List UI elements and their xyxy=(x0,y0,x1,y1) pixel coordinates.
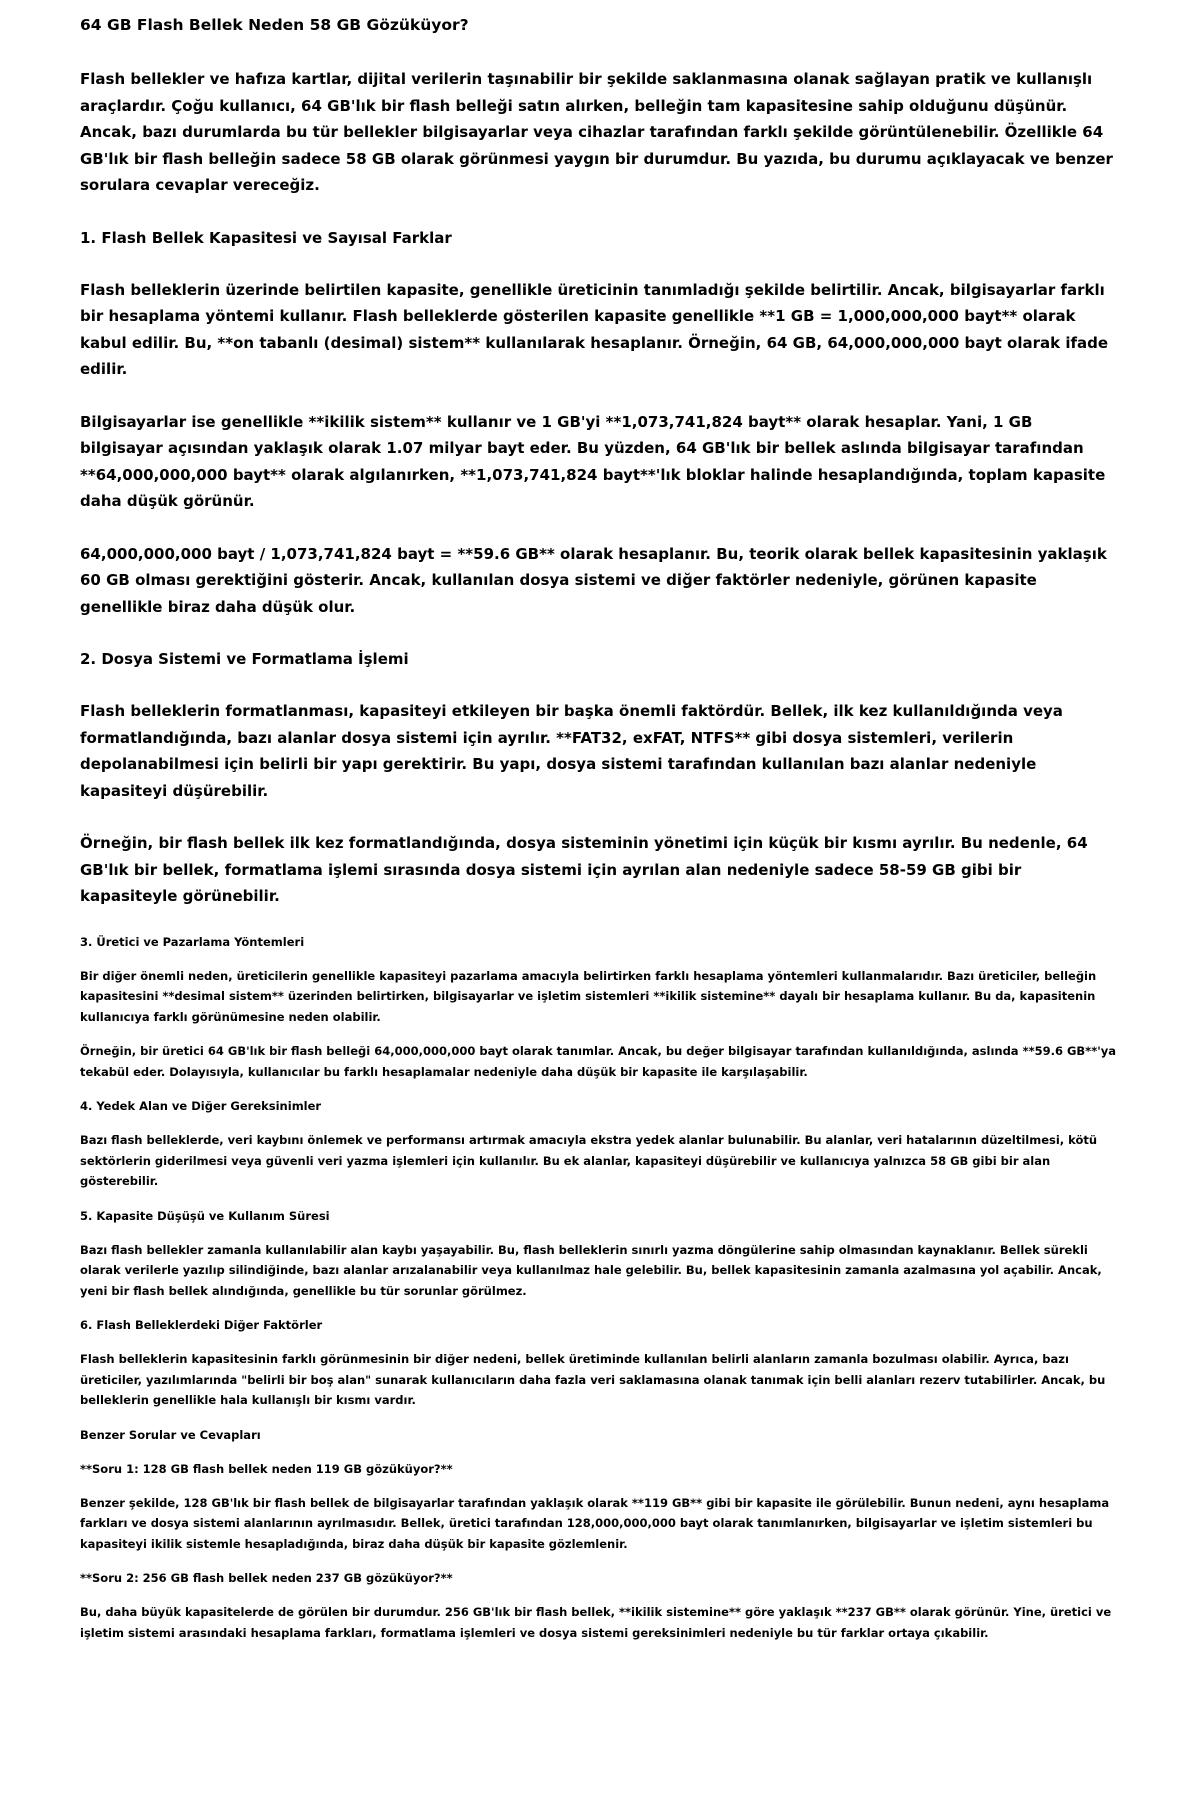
section-1-paragraph-1: Flash belleklerin üzerinde belirtilen kapasite, genellikle üreticinin tanımladığı şekilde belirtilir. Ancak, bilgisayarlar farklı bir hesaplama yöntemi kullanır. Flash belleklerde gösterilen kapasite genellikle **1 GB = 1,000,000,000 bayt** olarak kabul edilir. Bu, **on tabanlı (desimal) sistem** kullanılarak hesaplanır. Örneğin, 64 GB, 64,000,000,000 bayt olarak ifade edilir. xyxy=(80,280,1109,378)
section-3-heading: 3. Üretici ve Pazarlama Yöntemleri xyxy=(80,934,305,949)
faq-answer-1: Benzer şekilde, 128 GB'lık bir flash bellek de bilgisayarlar tarafından yaklaşık olarak **119 GB** gibi bir kapasite ile görülebilir. Bunun nedeni, aynı hesaplama farkları ve dosya sistemi alanlarının ayrılmasıdır. Bellek, üretici tarafından 128,000,000,000 bayt olarak tanımlanırken, bilgisayarlar ve işletim sistemleri bu kapasiteyi ikilik sistemle hesapladığında, biraz daha düşük bir kapasite gözlemlenir. xyxy=(80,1495,1110,1551)
section-5-paragraph-1: Bazı flash bellekler zamanla kullanılabilir alan kaybı yaşayabilir. Bu, flash belleklerin sınırlı yazma döngülerine sahip olmasından kaynaklanır. Bellek sürekli olarak verilerle yazılıp silindiğinde, bazı alanlar arızalanabilir veya kullanılmaz hale gelebilir. Bu, bellek kapasitesinin zamanla azalmasına yol açabilir. Ancak, yeni bir flash bellek alındığında, genellikle bu tür sorunlar görülmez. xyxy=(80,1242,1102,1298)
intro-paragraph: Flash bellekler ve hafıza kartlar, dijital verilerin taşınabilir bir şekilde saklanmasına olanak sağlayan pratik ve kullanışlı araçlardır. Çoğu kullanıcı, 64 GB'lık bir flash belleği satın alırken, belleğin tam kapasitesine sahip olduğunu düşünür. Ancak, bazı durumlarda bu tür bellekler bilgisayarlar veya cihazlar tarafından farklı şekilde görüntülenebilir. Özellikle 64 GB'lık bir flash belleğin sadece 58 GB olarak görünmesi yaygın bir durumdur. Bu yazıda, bu durumu açıklayacak ve benzer sorulara cevaplar vereceğiz. xyxy=(80,70,1113,194)
article-title: 64 GB Flash Bellek Neden 58 GB Gözüküyor? xyxy=(80,16,469,34)
section-3-paragraph-1: Bir diğer önemli neden, üreticilerin genellikle kapasiteyi pazarlama amacıyla belirtirken farklı hesaplama yöntemleri kullanmalarıdır. Bazı üreticiler, belleğin kapasitesini **desimal sistem** üzerinden belirtirken, bilgisayarlar ve işletim sistemleri **ikilik sistemine** dayalı bir hesaplama kullanır. Bu da, kapasitenin kullanıcıya farklı görünümesine neden olabilir. xyxy=(80,968,1097,1024)
section-4-paragraph-1: Bazı flash belleklerde, veri kaybını önlemek ve performansı artırmak amacıyla ekstra yedek alanlar bulunabilir. Bu alanlar, veri hatalarının düzeltilmesi, kötü sektörlerin giderilmesi veya güvenli veri yazma işlemleri için kullanılır. Bu ek alanlar, kapasiteyi düşürebilir ve kullanıcıya yalnızca 58 GB gibi bir alan gösterebilir. xyxy=(80,1133,1098,1188)
faq-answer-2: Bu, daha büyük kapasitelerde de görülen bir durumdur. 256 GB'lık bir flash bellek, **ikilik sistemine** göre yaklaşık **237 GB** olarak görünür. Yine, üretici ve işletim sistemi arasındaki hesaplama farkları, formatlama işlemleri ve dosya sistemi gereksinimleri nedeniyle bu tür farklar ortaya çıkabilir. xyxy=(80,1605,1112,1640)
section-6-paragraph-1: Flash belleklerin kapasitesinin farklı görünmesinin bir diğer nedeni, bellek üretiminde kullanılan belirli alanların zamanla bozulması olabilir. Ayrıca, bazı üreticiler, yazılımlarında "belirli bir boş alan" sunarak kullanıcıların daha fazla veri saklamasına olanak tanımak için belli alanları rezerv tutabilirler. Ancak, bu belleklerin genellikle hala kullanışlı bir kısmı vardır. xyxy=(80,1352,1106,1407)
faq-question-2: **Soru 2: 256 GB flash bellek neden 237 GB gözüküyor?** xyxy=(80,1571,453,1585)
section-4-heading: 4. Yedek Alan ve Diğer Gereksinimler xyxy=(80,1099,322,1113)
section-3-paragraph-2: Örneğin, bir üretici 64 GB'lık bir flash belleği 64,000,000,000 bayt olarak tanımlar. Ancak, bu değer bilgisayar tarafından kullanıldığında, aslında **59.6 GB**'ya tekabül eder. Dolayısıyla, kullanıcılar bu farklı hesaplamalar nedeniyle daha düşük bir kapasite ile karşılaşabilir. xyxy=(80,1044,1116,1079)
section-1-heading: 1. Flash Bellek Kapasitesi ve Sayısal Farklar xyxy=(80,228,452,247)
section-1-paragraph-3: 64,000,000,000 bayt / 1,073,741,824 bayt = **59.6 GB** olarak hesaplanır. Bu, teorik olarak bellek kapasitesinin yaklaşık 60 GB olması gerektiğini gösterir. Ancak, kullanılan dosya sistemi ve diğer faktörler nedeniyle, görünen kapasite genellikle biraz daha düşük olur. xyxy=(80,544,1107,616)
section-2-paragraph-1: Flash belleklerin formatlanması, kapasiteyi etkileyen bir başka önemli faktördür. Bellek, ilk kez kullanıldığında veya formatlandığında, bazı alanlar dosya sistemi için ayrılır. **FAT32, exFAT, NTFS** gibi dosya sistemleri, verilerin depolanabilmesi için belirli bir yapı gerektirir. Bu yapı, dosya sistemi tarafından kullanılan bazı alanlar nedeniyle kapasiteyi düşürebilir. xyxy=(80,702,1063,800)
article-body-small xyxy=(80,932,1120,1644)
faq-question-1: **Soru 1: 128 GB flash bellek neden 119 GB gözüküyor?** xyxy=(80,1461,453,1476)
section-5-heading: 5. Kapasite Düşüşü ve Kullanım Süresi xyxy=(80,1208,330,1223)
section-6-heading: 6. Flash Belleklerdeki Diğer Faktörler xyxy=(80,1318,323,1332)
section-1-paragraph-2: Bilgisayarlar ise genellikle **ikilik sistem** kullanır ve 1 GB'yi **1,073,741,824 bayt** olarak hesaplar. Yani, 1 GB bilgisayar açısından yaklaşık olarak 1.07 milyar bayt eder. Bu yüzden, 64 GB'lık bir bellek aslında bilgisayar tarafından **64,000,000,000 bayt** olarak algılanırken, **1,073,741,824 bayt**'lık bloklar halinde hesaplandığında, toplam kapasite daha düşük görünür. xyxy=(80,412,1106,510)
section-2-paragraph-2: Örneğin, bir flash bellek ilk kez formatlandığında, dosya sisteminin yönetimi için küçük bir kısmı ayrılır. Bu nedenle, 64 GB'lık bir bellek, formatlama işlemi sırasında dosya sistemi için ayrılan alan nedeniyle sadece 58-59 GB gibi bir kapasiteyle görünebilir. xyxy=(80,834,1088,905)
article-body-large xyxy=(80,66,1120,910)
section-2-heading: 2. Dosya Sistemi ve Formatlama İşlemi xyxy=(80,650,409,668)
faq-heading: Benzer Sorular ve Cevapları xyxy=(80,1427,261,1442)
